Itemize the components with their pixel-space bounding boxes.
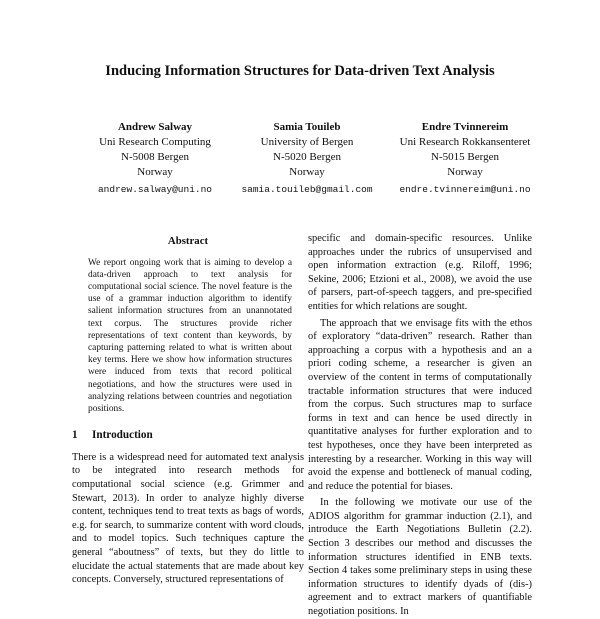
author-name: Endre Tvinnereim	[421, 121, 509, 133]
section-number: 1	[72, 429, 78, 442]
abstract-text: We report ongoing work that is aiming to develop a data-driven approach to text analysis for computational social science. The novel feature is the use of a grammar induction algorithm to identify salient information structures from an unannotated text corpus. The structures provide richer representations of text content than keywords, by capturing patterning related to what is written about key terms. Here we show how information structures were induced from texts that record political negotiations, and how the structures were used in analyzing relations between countries and negotiation positions.	[88, 257, 292, 415]
author-name: Andrew Salway	[117, 121, 193, 133]
right-column	[308, 232, 532, 619]
author-email: endre.tvinnereim@uni.no	[399, 184, 531, 195]
author-affiliation: Uni Research Rokkansenteret	[399, 136, 531, 148]
author-block	[70, 120, 240, 197]
section-heading	[72, 429, 304, 443]
author-affiliation: University of Bergen	[260, 136, 354, 148]
left-column	[72, 232, 304, 587]
author-email: samia.touileb@gmail.com	[241, 184, 373, 195]
paper-title: Inducing Information Structures for Data-driven Text Analysis	[105, 63, 495, 79]
author-address: N-5020 Bergen	[273, 151, 341, 163]
author-country: Norway	[447, 166, 483, 178]
section-title: Introduction	[92, 429, 153, 442]
author-country: Norway	[137, 166, 173, 178]
author-email: andrew.salway@uni.no	[97, 184, 213, 195]
author-affiliation: Uni Research Computing	[99, 136, 211, 148]
author-block	[375, 120, 555, 197]
author-block	[222, 120, 392, 197]
author-country: Norway	[289, 166, 325, 178]
body-paragraph: The approach that we envisage fits with the ethos of exploratory “data-driven” research. Rather than approaching a corpus with a hypothesis and an a priori coding scheme, a researcher is given an overview of the content in terms of computationally tractable information structures that were induced from the corpus. Such structures map to surface forms in text and can hence be used directly in quantitative analyses for further exploration and to test hypotheses, once they have been interpreted as interesting by a researcher. Working in this way will avoid the expense and bottleneck of manual coding, and reduce the potential for biases.	[308, 317, 532, 492]
body-paragraph: specific and domain-specific resources. Unlike approaches under the rubrics of unsupervised and open information extraction (e.g. Riloff, 1996; Sekine, 2006; Etzioni et al., 2008), we avoid the use of parsers, part-of-speech taggers, and pre-specified entities for which relations are sought.	[308, 233, 532, 312]
author-address: N-5015 Bergen	[431, 151, 499, 163]
abstract-heading: Abstract	[167, 235, 209, 247]
body-paragraph: In the following we motivate our use of the ADIOS algorithm for grammar induction (2.1), and introduce the Earth Negotiations Bulletin (2.2). Section 3 describes our method and discusses the information structures identified in ENB texts. Section 4 takes some preliminary steps in using these information structures to identify dyads of (dis-) agreement and to extract markers of quantifiable negotiation positions. In	[308, 497, 532, 618]
intro-paragraph: There is a widespread need for automated text analysis to be integrated into research methods for computational social science (e.g. Grimmer and Stewart, 2013). In order to analyze highly diverse content, techniques tend to treat texts as bags of words, e.g. for search, to summarize content with word clouds, and to model topics. Such techniques capture the general “aboutness” of texts, but they do little to elucidate the actual statements that are made about key concepts. Conversely, structured representations of	[72, 451, 304, 586]
author-address: N-5008 Bergen	[121, 151, 189, 163]
author-name: Samia Touileb	[273, 121, 341, 133]
